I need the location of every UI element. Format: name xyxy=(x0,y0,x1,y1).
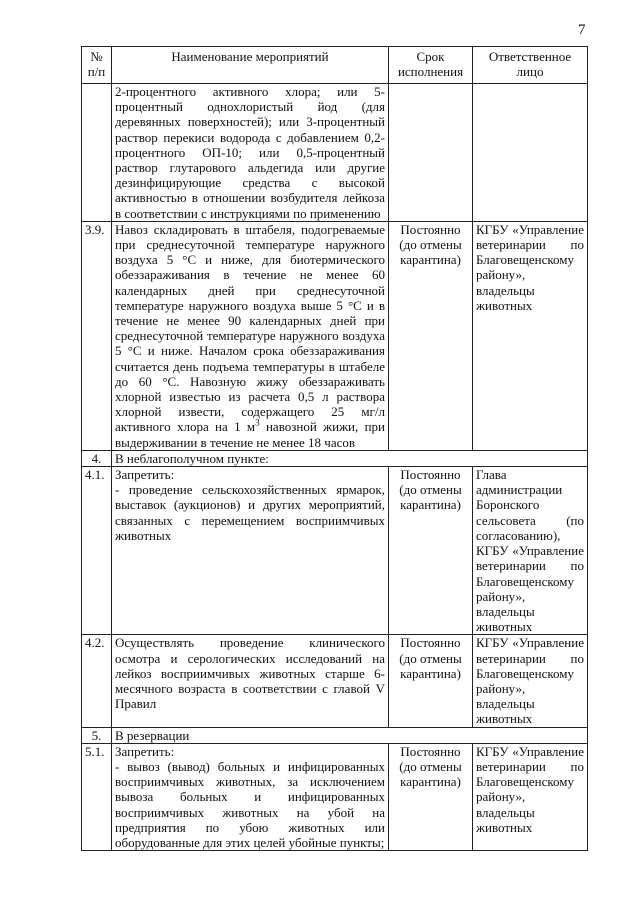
row-number: 4.1. xyxy=(82,467,112,635)
measure-text-part: Навоз складировать в штабеля, подогреваемые при среднесуточной температуре наружного воздуха 5 °С и ниже, для биотермического обеззараживания в течение не менее 60 календарных дней при среднесуточной температуре наружного воздуха выше 5 °С и в течение не менее 90 календарных дней при среднесуточной температуре наружного воздуха 5 °С и ниже. Началом срока обеззараживания считается день подъема температуры в штабеле до 60 °С. Навозную жижу обеззараживать хлорной известью из расчета 0,5 л раствора хлорной извести, содержащего 25 мг/л активного хлора на 1 м xyxy=(115,221,385,435)
section-row xyxy=(82,450,588,466)
measure-text-part: навозной жижи, при выдерживании в течение не менее 18 часов xyxy=(115,419,385,450)
row-number: 3.9. xyxy=(82,221,112,450)
measure-text-line: - проведение сельскохозяйственных ярмарок, выставок (аукционов) и других мероприятий, связанных с перемещением восприимчивых животных xyxy=(115,482,385,543)
measure-text-line: Запретить: xyxy=(115,743,175,759)
measure-text-line: Запретить: xyxy=(115,467,175,483)
table-header-row xyxy=(82,47,588,84)
measure-text-line: - вывоз (вывод) больных и инфицированных восприимчивых животных, за исключением вывоза больных и инфицированных восприимчивых животных на убой на предприятия по убою животных или оборудованные для этих целей убойные пункты; xyxy=(115,758,385,850)
table-row xyxy=(82,84,588,222)
header-responsible: Ответственное лицо xyxy=(473,47,588,84)
responsible-cell: КГБУ «Управление ветеринарии по Благовещенскому району», владельцы животных xyxy=(473,743,588,850)
measure-text xyxy=(112,221,389,450)
measure-text xyxy=(112,467,389,635)
term-cell xyxy=(389,84,473,222)
header-num: № п/п xyxy=(82,47,112,84)
superscript: 3 xyxy=(255,418,260,429)
page-number: 7 xyxy=(578,22,586,38)
table-row xyxy=(82,743,588,850)
term-cell: Постоянно (до отмены карантина) xyxy=(389,221,473,450)
table-row xyxy=(82,221,588,450)
header-term: Срок исполнения xyxy=(389,47,473,84)
section-title: В резервации xyxy=(112,727,588,743)
row-number xyxy=(82,84,112,222)
term-cell: Постоянно (до отмены карантина) xyxy=(389,467,473,635)
responsible-cell: Глава администрации Боронского сельсовета (по согласованию), КГБУ «Управление ветеринарии по Благовещенскому району», владельцы животных xyxy=(473,467,588,635)
section-number: 4. xyxy=(82,450,112,466)
table-row xyxy=(82,635,588,727)
row-number: 4.2. xyxy=(82,635,112,727)
measure-text: 2-процентного активного хлора; или 5-процентный однохлористый йод (для деревянных поверхностей); или 3-процентный раствор перекиси водорода с добавлением 0,2-процентного ОП-10; или 0,5-процентный раствор глутарового альдегида или другие дезинфицирующие средства с высокой активностью в отношении возбудителя лейкоза в соответствии с инструкциями по применению xyxy=(112,84,389,222)
section-title: В неблагополучном пункте: xyxy=(112,450,588,466)
section-row xyxy=(82,727,588,743)
measure-text: Осуществлять проведение клинического осмотра и серологических исследований на лейкоз восприимчивых животных старше 6-месячного возраста в соответствии с главой V Правил xyxy=(112,635,389,727)
header-name: Наименование мероприятий xyxy=(112,47,389,84)
measures-table xyxy=(81,46,588,851)
responsible-cell: КГБУ «Управление ветеринарии по Благовещенскому району», владельцы животных xyxy=(473,221,588,450)
responsible-cell xyxy=(473,84,588,222)
term-cell: Постоянно (до отмены карантина) xyxy=(389,743,473,850)
measure-text xyxy=(112,743,389,850)
table-row xyxy=(82,467,588,635)
term-cell: Постоянно (до отмены карантина) xyxy=(389,635,473,727)
row-number: 5.1. xyxy=(82,743,112,850)
section-number: 5. xyxy=(82,727,112,743)
responsible-cell: КГБУ «Управление ветеринарии по Благовещенскому району», владельцы животных xyxy=(473,635,588,727)
